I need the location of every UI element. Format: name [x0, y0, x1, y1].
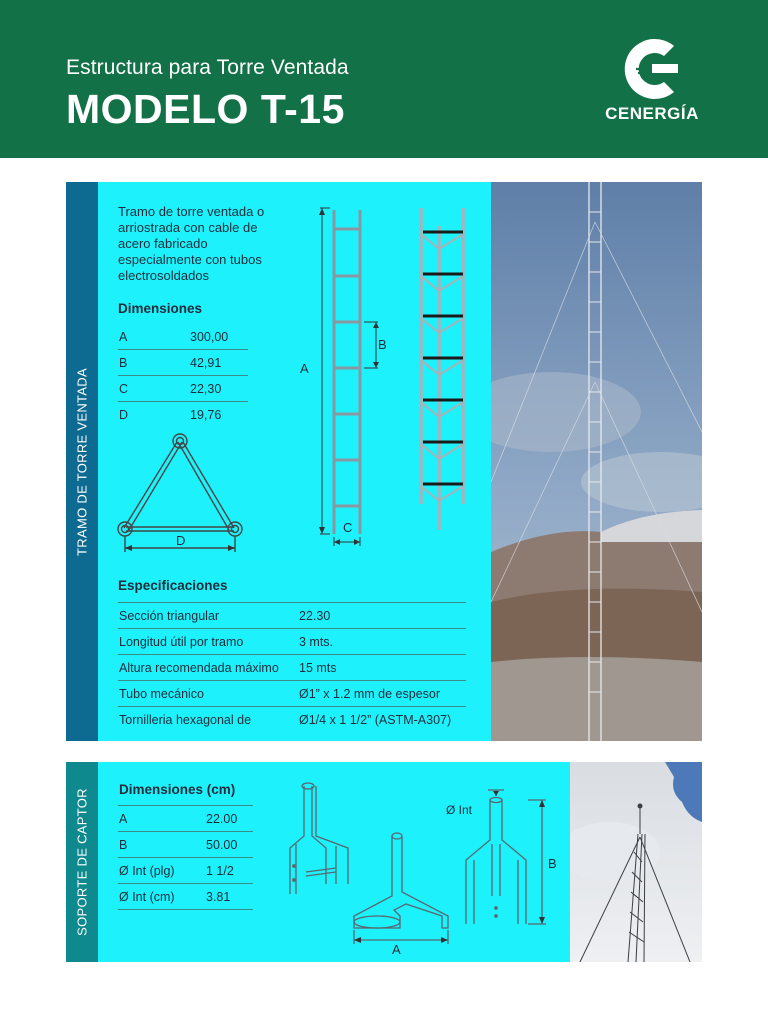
- captor-photo: [570, 762, 702, 962]
- dimensions-table: [118, 324, 248, 427]
- spec-value: 22.30: [299, 609, 331, 623]
- cenergia-logo-icon: [600, 34, 704, 104]
- dimension-key: A: [119, 812, 128, 826]
- section-side-label: SOPORTE DE CAPTOR: [74, 788, 90, 936]
- label-c: C: [343, 520, 353, 535]
- table-row: [118, 707, 466, 732]
- section-side-label: TRAMO DE TORRE VENTADA: [74, 367, 90, 556]
- tower-photo: [491, 182, 702, 741]
- section-description: Tramo de torre ventada o arriostrada con cable de acero fabricado especialmente con tubos electrosoldados: [118, 204, 265, 283]
- dimension-key: Ø Int (cm): [119, 890, 175, 904]
- dimension-value: 50.00: [206, 838, 238, 852]
- dimensions-cm-heading: Dimensiones (cm): [119, 782, 236, 797]
- dimension-value: 22.00: [206, 812, 238, 826]
- table-row: [118, 884, 253, 910]
- section-sidebar: [66, 182, 98, 741]
- table-row: [118, 350, 248, 376]
- table-row: [118, 805, 253, 832]
- section-tower-segment: [66, 182, 702, 741]
- dimension-key: C: [119, 382, 129, 396]
- table-row: [118, 858, 253, 884]
- label-b: B: [548, 856, 557, 871]
- label-b: B: [378, 337, 387, 352]
- table-row: [118, 324, 248, 350]
- table-row: [118, 402, 248, 427]
- specifications-heading: Especificaciones: [118, 578, 228, 593]
- spec-key: Tubo mecánico: [119, 687, 204, 701]
- page-title: MODELO T-15: [66, 86, 345, 132]
- dimension-key: A: [119, 330, 128, 344]
- table-row: [118, 602, 466, 629]
- spec-value: Ø1/4 x 1 1/2” (ASTM-A307): [299, 713, 452, 727]
- specifications-table: [118, 602, 466, 732]
- dimension-key: D: [119, 408, 129, 422]
- spec-key: Tornilleria hexagonal de: [119, 713, 252, 727]
- triangle-section-diagram: [112, 432, 252, 557]
- spec-key: Longitud útil por tramo: [119, 635, 244, 649]
- dimension-value: 1 1/2: [206, 864, 234, 878]
- table-row: [118, 832, 253, 858]
- dimensions-cm-table: [118, 805, 253, 910]
- label-diameter-int: Ø Int: [446, 803, 473, 817]
- captor-support-diagram: [276, 776, 561, 958]
- table-row: [118, 655, 466, 681]
- spec-value: 3 mts.: [299, 635, 334, 649]
- ladder-side-diagram: [294, 204, 394, 549]
- dimension-value: 42,91: [190, 356, 222, 370]
- section-captor-support: [66, 762, 702, 962]
- dimension-key: B: [119, 838, 128, 852]
- cenergia-logo: [600, 34, 704, 126]
- dimensions-heading: Dimensiones: [118, 301, 203, 316]
- table-row: [118, 681, 466, 707]
- truss-perspective-diagram: [411, 204, 473, 534]
- section-sidebar: [66, 762, 98, 962]
- table-row: [118, 376, 248, 402]
- spec-value: 15 mts: [299, 661, 337, 675]
- brand-name: CENERGÍA: [605, 104, 699, 123]
- spec-key: Sección triangular: [119, 609, 220, 623]
- label-a: A: [392, 942, 401, 957]
- page-header: [0, 0, 768, 158]
- label-a: A: [300, 361, 309, 376]
- dimension-value: 3.81: [206, 890, 231, 904]
- page-subtitle: Estructura para Torre Ventada: [66, 56, 349, 79]
- spec-key: Altura recomendada máximo: [119, 661, 279, 675]
- dimension-key: Ø Int (plg): [119, 864, 175, 878]
- dimension-key: B: [119, 356, 128, 370]
- label-d: D: [176, 533, 186, 548]
- dimension-value: 300,00: [190, 330, 229, 344]
- dimension-value: 22,30: [190, 382, 222, 396]
- table-row: [118, 629, 466, 655]
- spec-value: Ø1” x 1.2 mm de espesor: [299, 687, 441, 701]
- dimension-value: 19,76: [190, 408, 222, 422]
